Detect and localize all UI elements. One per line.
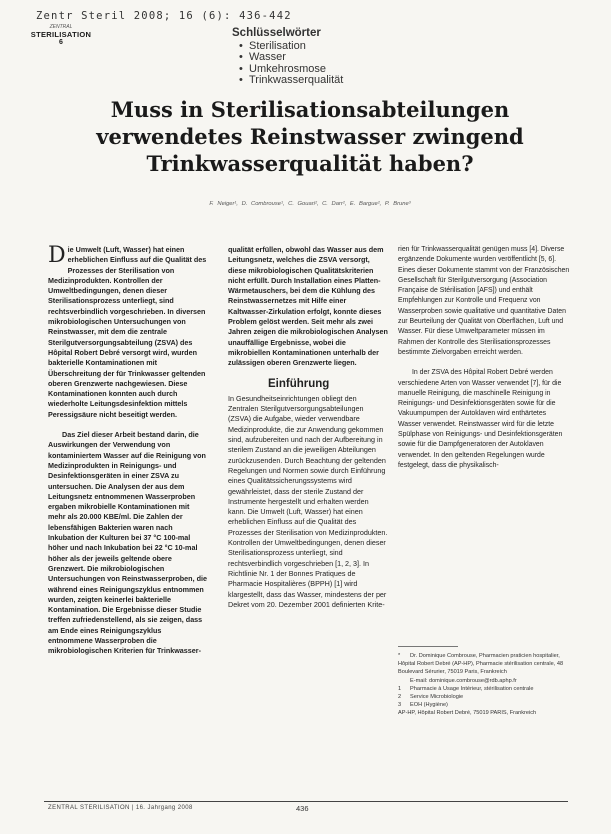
keyword-item: • Umkehrosmose bbox=[239, 64, 343, 76]
abstract-paragraph-3: qualität erfüllen, obwohl das Wasser aus dem Leitungsnetz, welches die ZSVA versorgt, diese mikrobiologischen Qualitätskriterien nicht erfüllt. Durch Installation eines Platten-Wärmetauschers, bei dem die Kühlung des Reinstwassernetzes mit Hilfe einer Kaltwasser-Zirkulation erfolgt, konnte dieses Problem gelöst werden. Seit mehr als zwei Jahren zeigen die mikrobiologischen Analysen unauffällige Ergebnisse, wobei die mikrobiellen Kontaminationen unterhalb der zulässigen oberen Grenzwerte liegen. bbox=[228, 245, 388, 368]
keyword-item: • Wasser bbox=[239, 52, 343, 64]
keyword-item: • Trinkwasserqualität bbox=[239, 75, 343, 87]
keywords-title: Schlüsselwörter bbox=[232, 27, 321, 39]
intro-paragraph-3: In der ZSVA des Hôpital Robert Debré werden verschiedene Arten von Wasser verwendet [7], für die manuelle Reinigung, die maschinelle Reinigung in Reinigungs- und Desinfektionsgeräten sowie für die Vakuumpumpen der Autoklaven wird enthärtetes Wasser verwendet. Reinstwasser wird für die letzte Spülphase von Reinigungs- und Desinfektionsgeräten sowie für die Dampfgeneratoren der Autoklaven verwendet. In den geltenden Regelungen wurde festgelegt, dass die physikalisch- bbox=[398, 369, 563, 469]
title-line-2: verwendetes Reinstwasser zwingend bbox=[96, 124, 524, 149]
footnote-text: Service Microbiologie bbox=[410, 694, 464, 701]
logo-line-1: ZENTRAL bbox=[49, 24, 73, 30]
text-column-1 bbox=[48, 245, 208, 667]
abstract-text-1: ie Umwelt (Luft, Wasser) hat einen erheblichen Einfluss auf die Qualität des Prozesses der Sterilisation von Medizinprodukten. Kontrollen der Umweltbedingungen, denen dieser Sterilisationsprozess unterliegt, sind rechtsverbindlich vorgeschrieben. In diversen mikrobiologischen Untersuchungen von Reinstwasser, mit dem die zentrale Sterilgutversorgungsabteilung (ZSVA) des Hôpital Robert Debré versorgt wird, wurden bakterielle Kontaminationen mit Überschreitung der für Trinkwasser geltenden oberen Grenzwerte nachgewiesen. Diese Kontaminationen konnten auch durch wiederholte Leitungsdesinfektion mittels Peressigsäure nicht beseitigt werden. bbox=[48, 245, 207, 419]
abstract-paragraph-2: Das Ziel dieser Arbeit bestand darin, die Auswirkungen der Verwendung von kontaminiertem Wasser auf die Reinigung von Medizinprodukten in Reinigungs- und Desinfektionsgeräten in einer ZSVA zu untersuchen. Die Analysen der aus dem Leitungsnetz entnommenen Wasserproben ergaben mikrobielle Kontaminationen mit mehr als 20.000 KBE/ml. Die Zahlen der lebensfähigen Bakterien waren nach Inkubation der Kulturen bei 37 °C 100-mal höher und nach Inkubation bei 22 °C 10-mal höher als der jeweils geltende obere Grenzwert. Die mikrobiologischen Untersuchungen von Reinstwasserproben, die während eines Reinigungszyklus entnommen wurden, zeigten keinerlei bakterielle Kontamination. Die Ergebnisse dieser Studie treffen zufriedenstellend, als sie zeigen, dass am Ende eines Reinigungszyklus entnommene Wasserproben die mikrobiologischen Kriterien für Trinkwasser- bbox=[48, 430, 207, 656]
text-column-2 bbox=[228, 245, 388, 620]
journal-citation: Zentr Steril 2008; 16 (6): 436-442 bbox=[36, 10, 292, 22]
footnotes bbox=[398, 652, 573, 718]
text-column-3 bbox=[398, 245, 570, 481]
keywords-box bbox=[232, 28, 343, 87]
footer-journal: ZENTRAL STERILISATION | 16. Jahrgang 2008 bbox=[48, 805, 193, 811]
section-heading-einfuehrung: Einführung bbox=[268, 377, 330, 390]
footnote-item bbox=[398, 693, 573, 701]
title-line-3: Trinkwasserqualität haben? bbox=[146, 151, 474, 176]
footnote-address: * Dr. Dominique Combrouse, Pharmacien praticien hospitalier, Hôpital Robert Debré (AP-HP), Pharmacie stérilisation centrale, 48 Boulevard Sérurier, 75019 Paris, Frankreich bbox=[398, 653, 564, 676]
footnote-text: EOH (Hygiène) bbox=[410, 702, 448, 709]
title-line-1: Muss in Sterilisationsabteilungen bbox=[110, 97, 510, 122]
footnote-divider bbox=[398, 646, 458, 647]
keywords-list bbox=[232, 41, 343, 87]
logo-line-3: 6 bbox=[59, 39, 63, 46]
footnote-address-text: Dr. Dominique Combrouse, Pharmacien praticien hospitalier, Hôpital Robert Debré (AP-HP), Pharmacie stérilisation centrale, 48 Boulevard Sérurier, 75019 Paris, Frankreich bbox=[398, 653, 564, 676]
article-title bbox=[40, 96, 580, 177]
logo-line-2: STERILISATION bbox=[30, 30, 92, 39]
footnote-item bbox=[398, 701, 573, 709]
footer-divider bbox=[44, 801, 568, 802]
footnote-number: 3 bbox=[398, 702, 402, 709]
footnote-text: Pharmacie à Usage Intérieur, stérilisation centrale bbox=[410, 685, 534, 692]
author-list: F. Neiger¹, D. Combrouse¹, C. Gouari², C. Darr², E. Bargue², P. Brune³ bbox=[209, 201, 411, 207]
footnote-email: E-mail: dominique.combrouse@rdb.aphp.fr bbox=[410, 677, 517, 684]
footnote-number: 2 bbox=[398, 694, 402, 701]
footnote-institution: AP-HP, Hôpital Robert Debré, 75019 PARIS, Frankreich bbox=[398, 710, 537, 717]
journal-logo bbox=[26, 24, 96, 46]
abstract-paragraph-1 bbox=[48, 245, 208, 420]
drop-cap: D bbox=[48, 243, 66, 268]
footnote-number: 1 bbox=[398, 685, 402, 692]
page-number: 436 bbox=[296, 804, 309, 813]
footnote-item bbox=[398, 685, 573, 693]
keyword-item: • Sterilisation bbox=[239, 41, 343, 53]
intro-paragraph-1: In Gesundheitseinrichtungen obliegt den Zentralen Sterilgutversorgungsabteilungen (ZSVA) die Aufgabe, wieder verwendbare Medizinprodukte, die zur Anwendung gekommen sind, aufzubereiten und nach der Aufbereitung in sterilem Zustand an die jeweiligen Abteilungen zurückzusenden. Durch Beachtung der geltenden Regelungen und Normen sowie durch Einführung eines Qualitätssicherungssystems wird gewährleistet, dass der sterile Zustand der Instrumente hergestellt und erhalten werden kann. Die Umwelt (Luft, Wasser) hat einen erheblichen Einfluss auf die Qualität des Prozesses der Sterilisation von Medizinprodukten. Kontrollen der Umweltbedingungen, denen dieser Sterilisationsprozess unterliegt, sind rechtsverbindlich vorgeschrieben [1, 2, 3]. In Richtlinie Nr. 1 der Bonnes Pratiques de Pharmacie Hospitalières (BPPH) [1] wird klargestellt, dass das Wasser, mindestens der per Dekret vom 20. Dezember 2001 definierten Krite- bbox=[228, 393, 388, 609]
intro-paragraph-2: rien für Trinkwasserqualität genügen muss [4]. Diverse ergänzende Dokumente wurden veröffentlicht [5, 6]. Eines dieser Dokumente stammt von der Französischen Gesellschaft für Sterilgutversorgung (Association Française de Stérilisation [AFS]) und enthält Empfehlungen zur Kontrolle und Frequenz von Wasserproben sowie qualitative und quantitative Daten zur Beurteilung der Qualität von Oberflächen, Luft und Wasser. Für diese Umweltparameter müssen im Rahmen der Kontrolle des Sterilisationsprozesses bestimmte Zielvorgaben erreicht werden. bbox=[398, 246, 570, 356]
